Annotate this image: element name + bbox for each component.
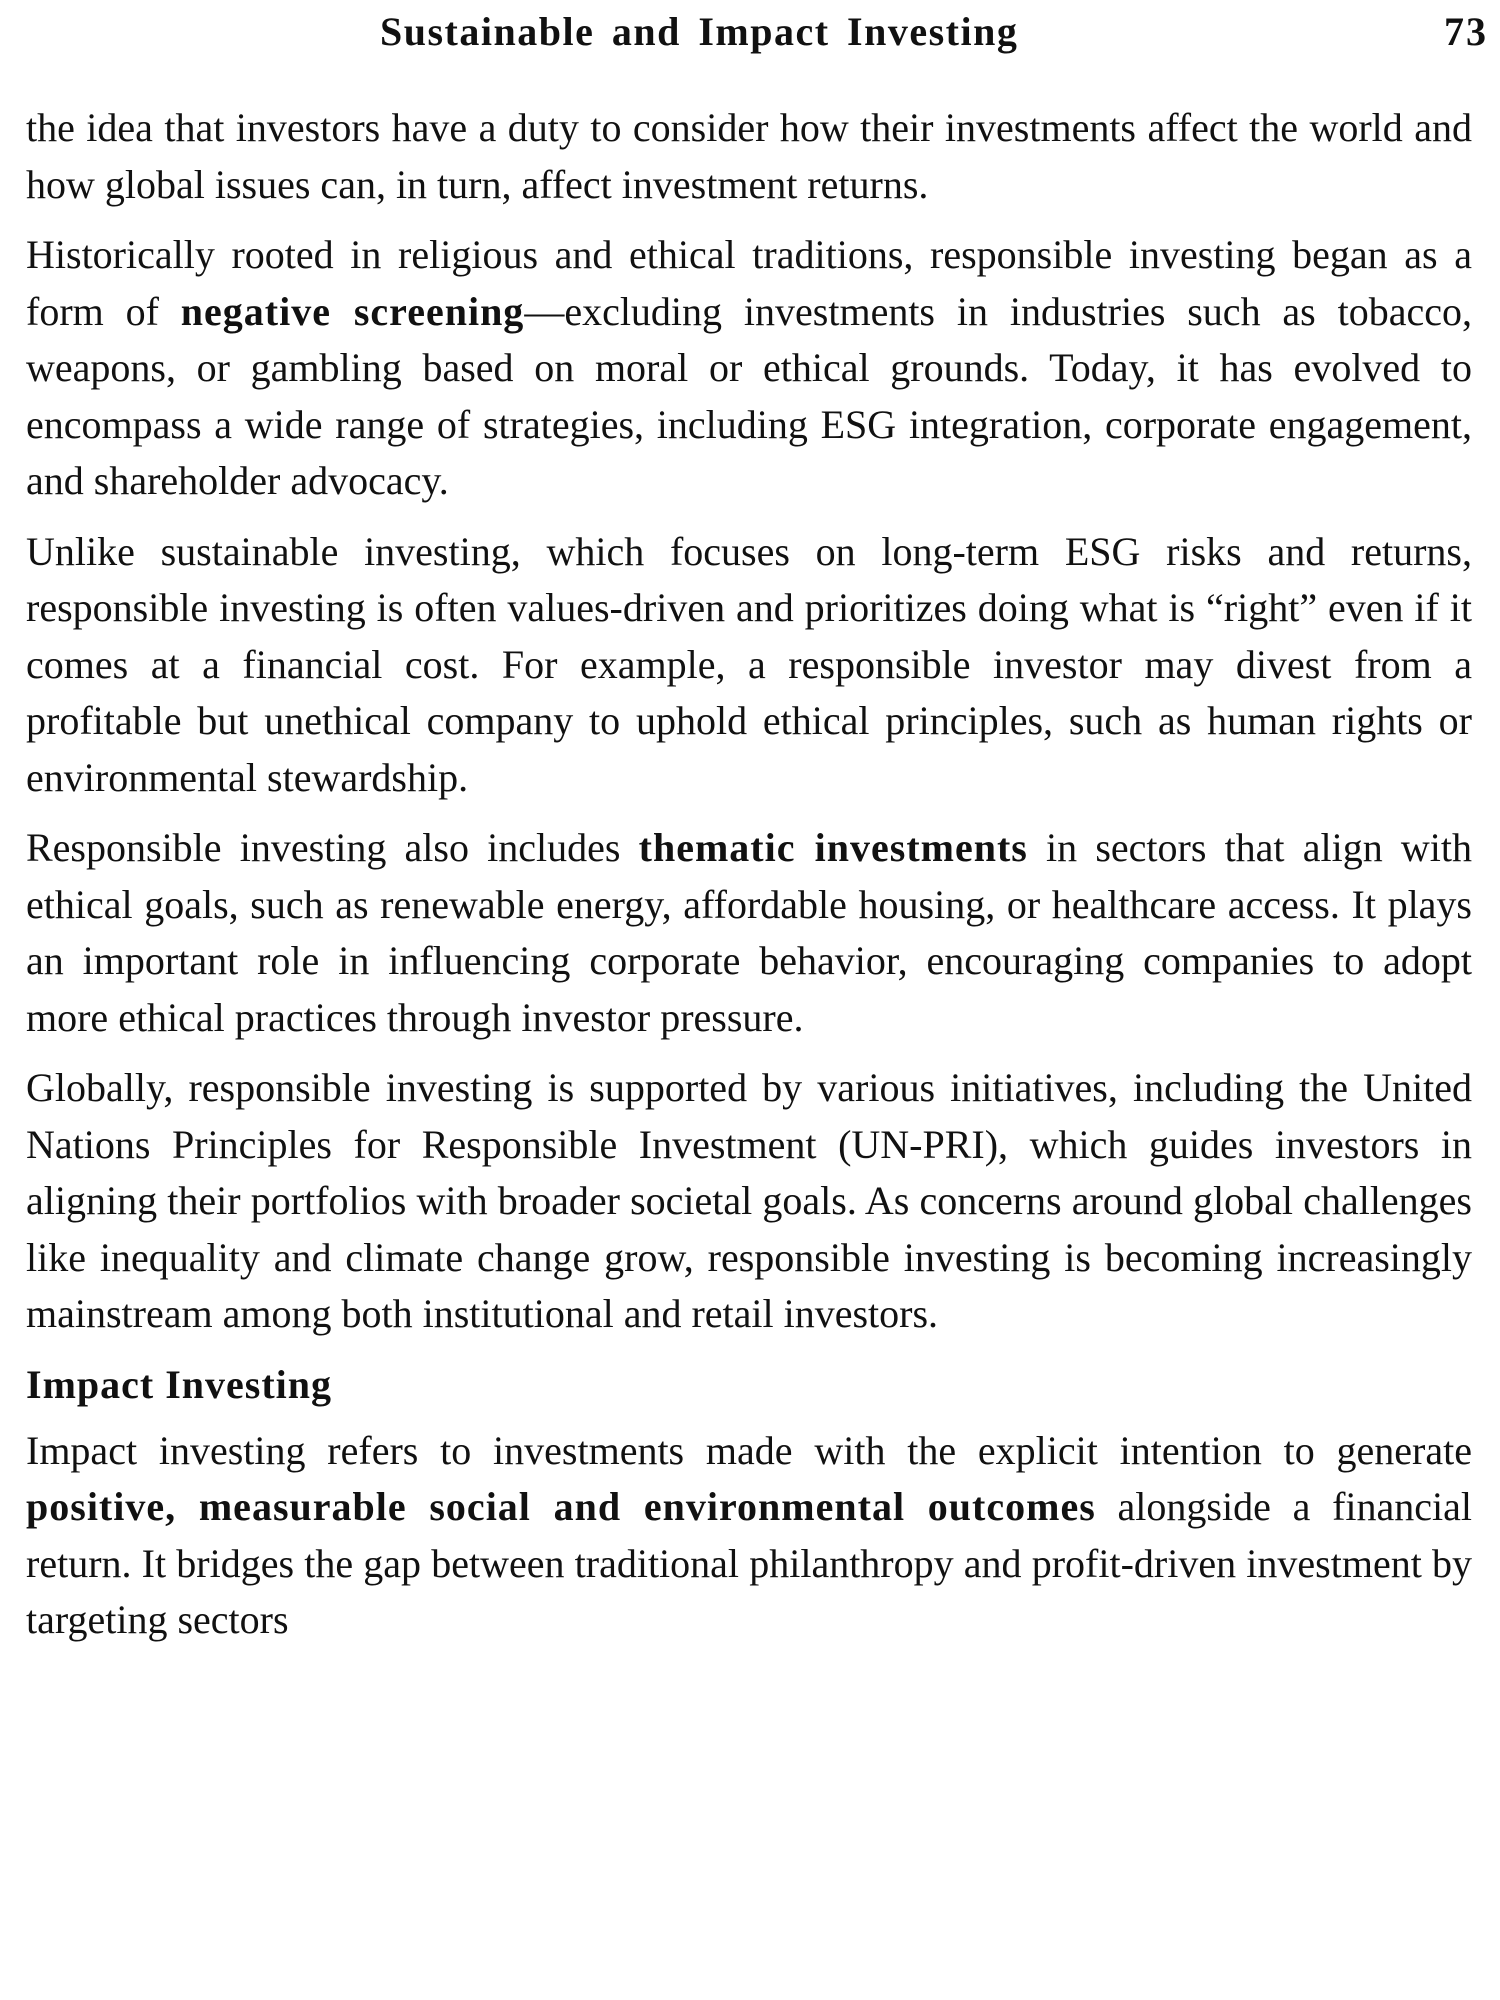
- paragraph-text: Globally, responsible investing is supported by various initiatives, including the United Nations Principles for Responsible Investment (UN-PRI), which guides investors in aligning their portfolios with broader societal goals. As concerns around global challenges like inequality and climate change grow, responsible investing is becoming increasingly mainstream among both institutional and retail investors.: [26, 1065, 1472, 1336]
- paragraph-text-before: Historically rooted in religious and ethical traditions, responsible investing began as a form of: [26, 232, 1472, 334]
- paragraph-text-after: alongside a financial return. It bridges the gap between traditional philanthropy and profit-driven investment by targeting sectors: [26, 1484, 1472, 1642]
- paragraph-impact-definition: [26, 1423, 1472, 1649]
- bold-term-thematic-investments: thematic investments: [638, 825, 1028, 870]
- section-heading-impact-investing: Impact Investing: [26, 1361, 333, 1407]
- paragraph-continued-intro: [26, 100, 1472, 213]
- paragraph-global-initiatives: [26, 1060, 1472, 1343]
- paragraph-text-before: Responsible investing also includes: [26, 825, 639, 870]
- running-header: [0, 6, 1500, 66]
- paragraph-text: the idea that investors have a duty to consider how their investments affect the world and how global issues can, in turn, affect investment returns.: [26, 105, 1472, 207]
- body-text: [26, 100, 1472, 1663]
- paragraph-values-driven: [26, 524, 1472, 807]
- bold-term-measurable-outcomes: positive, measurable social and environmental outcomes: [26, 1484, 1096, 1529]
- paragraph-text: Unlike sustainable investing, which focuses on long-term ESG risks and returns, responsible investing is often values-driven and prioritizes doing what is “right” even if it comes at a financial cost. For example, a responsible investor may divest from a profitable but unethical company to uphold ethical principles, such as human rights or environmental stewardship.: [26, 528, 1472, 800]
- bold-term-negative-screening: negative screening: [180, 288, 525, 334]
- paragraph-historical-roots: [26, 227, 1472, 510]
- running-header-title: Sustainable and Impact Investing: [380, 9, 1019, 54]
- page-number: 73: [1444, 9, 1488, 54]
- paragraph-text-after: in sectors that align with ethical goals, such as renewable energy, affordable housing, or healthcare access. It plays an important role in influencing corporate behavior, encouraging companies to adopt more ethical practices through investor pressure.: [26, 825, 1472, 1040]
- paragraph-thematic-investments: [26, 820, 1472, 1046]
- paragraph-text-after: —excluding investments in industries such as tobacco, weapons, or gambling based on moral or ethical grounds. Today, it has evolved to encompass a wide range of strategies, including ESG integration, corporate engagement, and shareholder advocacy.: [26, 288, 1472, 503]
- paragraph-text-before: Impact investing refers to investments made with the explicit intention to generate: [26, 1427, 1472, 1473]
